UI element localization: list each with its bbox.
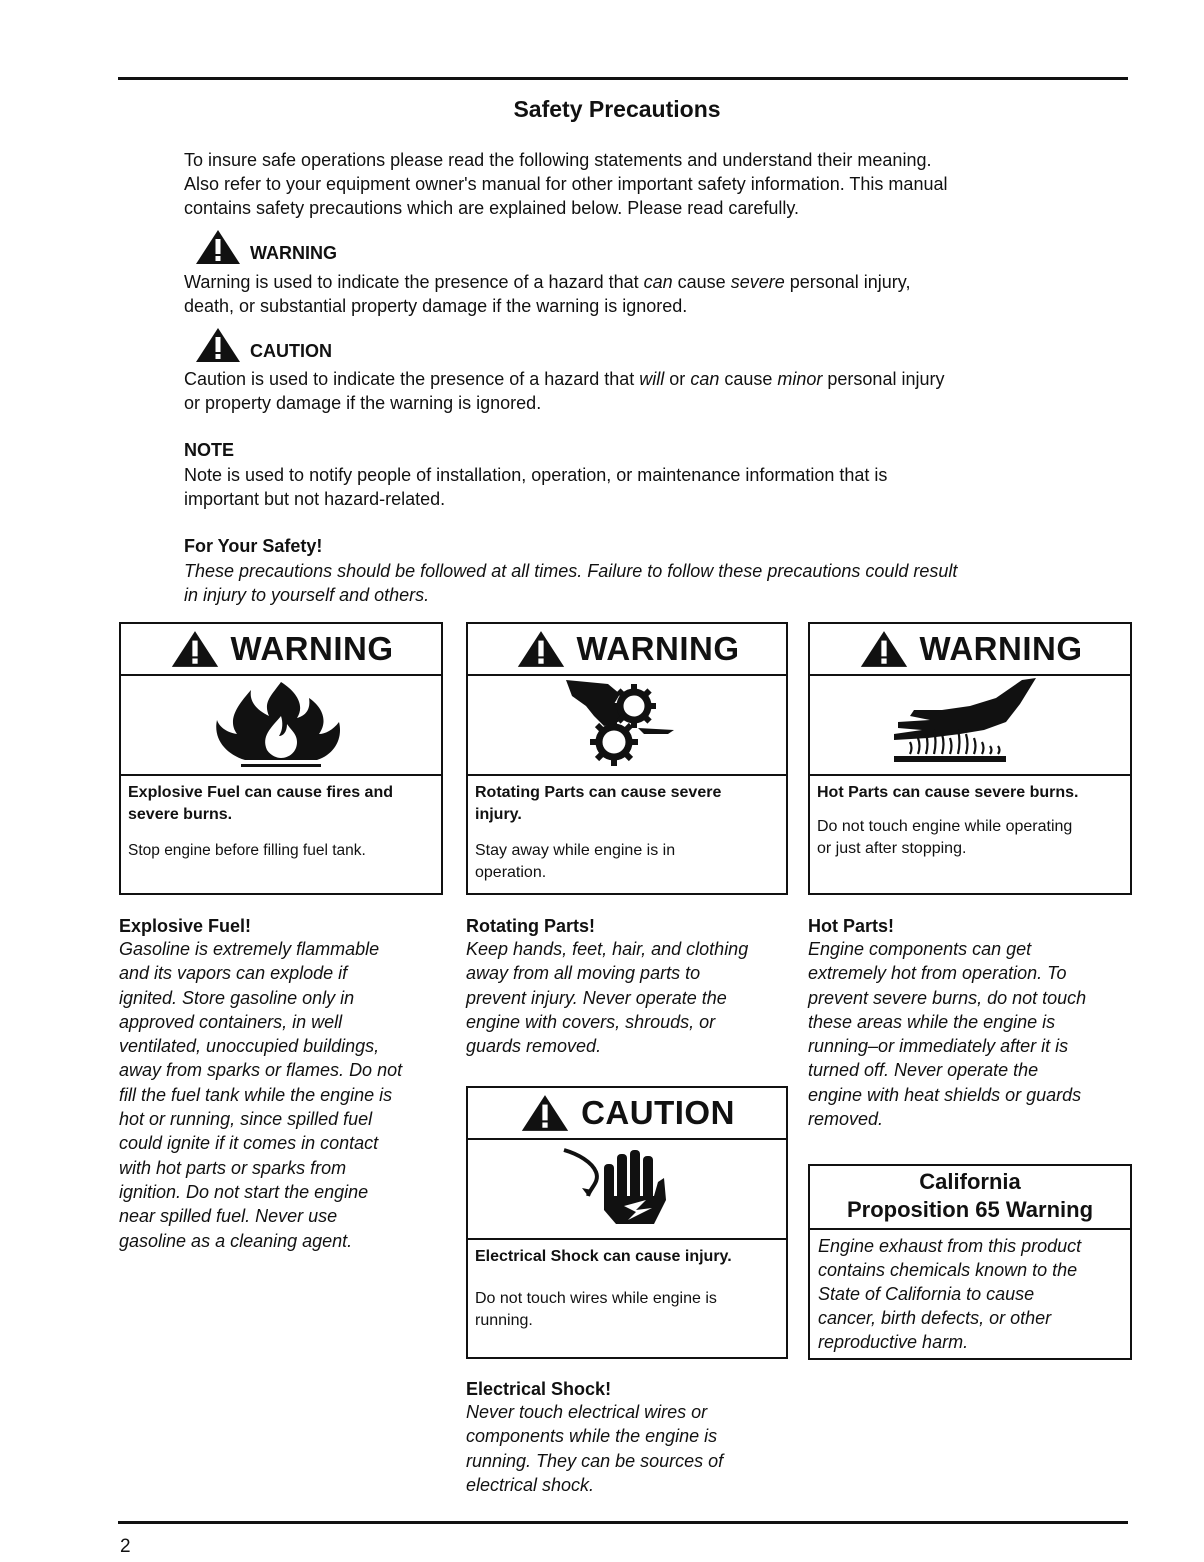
prop65-title-line: California [919, 1169, 1021, 1194]
panel-header-label: WARNING [919, 630, 1083, 667]
warning-triangle-icon [858, 629, 910, 669]
rotating-parts-warning-panel [466, 622, 788, 895]
panel-instruction: operation. [475, 864, 547, 881]
intro-line: contains safety precautions which are explained below. Please read carefully. [184, 198, 800, 218]
panel-hazard-text: Rotating Parts can cause severe [475, 784, 722, 801]
text-line: reproductive harm. [818, 1332, 969, 1352]
caution-label: CAUTION [250, 341, 332, 361]
section-heading: Explosive Fuel! [119, 916, 252, 936]
electric-shock-hand-icon [468, 1140, 786, 1238]
fire-icon [121, 676, 441, 774]
panel-pictogram [121, 676, 441, 776]
panel-header-label: CAUTION [581, 1094, 735, 1131]
panel-caption [121, 776, 441, 862]
panel-instruction: Stop engine before filling fuel tank. [128, 842, 366, 859]
caution-triangle-icon [194, 326, 242, 364]
intro-line: To insure safe operations please read the following statements and understand their meaning. [184, 150, 932, 170]
section-heading: Hot Parts! [808, 916, 895, 936]
panel-hazard-text: injury. [475, 806, 522, 823]
text-line: ignition. Do not start the engine [119, 1181, 369, 1202]
prop65-warning-box [808, 1164, 1132, 1360]
text-line: State of California to cause [818, 1284, 1035, 1304]
text-line: these areas while the engine is [808, 1011, 1056, 1032]
section-body [808, 937, 1138, 1131]
text-line: contains chemicals known to the [818, 1260, 1078, 1280]
intro-paragraph [184, 148, 1064, 220]
text-line: approved containers, in well [119, 1011, 343, 1032]
top-rule [118, 77, 1128, 80]
text-line: engine with covers, shrouds, or [466, 1011, 716, 1032]
hot-section [808, 916, 1138, 1131]
electrical-shock-caution-panel [466, 1086, 788, 1359]
section-heading: Electrical Shock! [466, 1379, 612, 1399]
panel-instruction: or just after stopping. [817, 840, 967, 857]
section-heading: Rotating Parts! [466, 916, 596, 936]
caution-triangle-icon [519, 1093, 571, 1133]
panel-hazard-text: severe burns. [128, 806, 233, 823]
text-line: Engine exhaust from this product [818, 1236, 1082, 1256]
fuel-warning-panel [119, 622, 443, 895]
rotating-section [466, 916, 796, 1058]
note-label: NOTE [184, 440, 235, 460]
warning-definition-heading [194, 228, 337, 266]
warning-triangle-icon [194, 228, 242, 266]
text-line: gasoline as a cleaning agent. [119, 1230, 353, 1251]
section-body [466, 937, 796, 1058]
text-line: Engine components can get [808, 939, 1032, 959]
caution-definition-heading [194, 326, 332, 364]
shock-section [466, 1379, 796, 1497]
panel-instruction: Stay away while engine is in [475, 842, 676, 859]
hot-surface-hand-icon [810, 676, 1130, 774]
intro-line: Also refer to your equipment owner's manual for other important safety information. This manual [184, 174, 948, 194]
panel-pictogram [468, 1140, 786, 1240]
text-line: removed. [808, 1109, 884, 1130]
text-line: away from sparks or flames. Do not [119, 1060, 403, 1081]
hot-parts-warning-panel [808, 622, 1132, 895]
panel-header [810, 624, 1130, 676]
text-line: extremely hot from operation. To [808, 963, 1067, 984]
panel-caption [468, 1240, 786, 1332]
section-body [119, 937, 449, 1253]
page-number: 2 [120, 1536, 131, 1557]
text-line: running–or immediately after it is [808, 1036, 1069, 1057]
section-body [466, 1400, 796, 1497]
safety-text: These precautions should be followed at all times. Failure to follow these precautions could result in injury to yourself and others. [184, 561, 958, 605]
text-line: prevent severe burns, do not touch [808, 987, 1087, 1008]
text-line: could ignite if it comes in contact [119, 1133, 379, 1154]
text-line: and its vapors can explode if [119, 963, 348, 984]
text-line: near spilled fuel. Never use [119, 1206, 338, 1227]
prop65-title-line: Proposition 65 Warning [846, 1197, 1094, 1222]
text-line: ventilated, unoccupied buildings, [119, 1036, 380, 1057]
panel-header-label: WARNING [230, 630, 394, 667]
panel-pictogram [468, 676, 786, 776]
text-line: fill the fuel tank while the engine is [119, 1084, 393, 1105]
note-definition-text: Note is used to notify people of installation, operation, or maintenance information that is important but not hazard-related. [184, 465, 888, 509]
warning-definition-text: Warning is used to indicate the presence of a hazard that can cause severe personal injury, death, or substantial property damage if the warning is ignored. [184, 272, 911, 316]
text-line: with hot parts or sparks from [119, 1157, 347, 1178]
gears-hand-icon [468, 676, 786, 774]
bottom-rule [118, 1521, 1128, 1524]
prop65-text [810, 1230, 1130, 1358]
text-line: prevent injury. Never operate the [466, 987, 727, 1008]
panel-caption [810, 776, 1130, 860]
panel-header [121, 624, 441, 676]
page-title: Safety Precautions [513, 96, 721, 122]
text-line: components while the engine is [466, 1426, 718, 1447]
panel-instruction: Do not touch engine while operating [817, 818, 1073, 835]
panel-hazard-text: Electrical Shock can cause injury. [475, 1248, 732, 1265]
text-line: Never touch electrical wires or [466, 1402, 708, 1422]
safety-heading: For Your Safety! [184, 536, 323, 556]
panel-hazard-text: Explosive Fuel can cause fires and [128, 784, 393, 801]
panel-caption [468, 776, 786, 884]
panel-header-label: WARNING [576, 630, 740, 667]
panel-pictogram [810, 676, 1130, 776]
panel-hazard-text: Hot Parts can cause severe burns. [817, 784, 1079, 801]
text-line: Gasoline is extremely flammable [119, 939, 380, 959]
caution-definition-text: Caution is used to indicate the presence of a hazard that will or can cause minor personal injury or property damage if the warning is ignored. [184, 369, 945, 413]
warning-label: WARNING [250, 243, 337, 263]
fuel-section [119, 916, 449, 1253]
text-line: guards removed. [466, 1036, 602, 1057]
text-line: cancer, birth defects, or other [818, 1308, 1052, 1328]
panel-instruction: Do not touch wires while engine is [475, 1290, 717, 1307]
text-line: engine with heat shields or guards [808, 1084, 1082, 1105]
text-line: running. They can be sources of [466, 1450, 724, 1471]
panel-instruction: running. [475, 1312, 533, 1329]
text-line: Keep hands, feet, hair, and clothing [466, 939, 749, 959]
text-line: ignited. Store gasoline only in [119, 987, 355, 1008]
text-line: hot or running, since spilled fuel [119, 1109, 373, 1130]
panel-header [468, 1088, 786, 1140]
prop65-title [810, 1166, 1130, 1230]
warning-triangle-icon [515, 629, 567, 669]
panel-header [468, 624, 786, 676]
text-line: away from all moving parts to [466, 963, 701, 984]
warning-triangle-icon [169, 629, 221, 669]
text-line: electrical shock. [466, 1474, 595, 1495]
text-line: turned off. Never operate the [808, 1060, 1039, 1081]
